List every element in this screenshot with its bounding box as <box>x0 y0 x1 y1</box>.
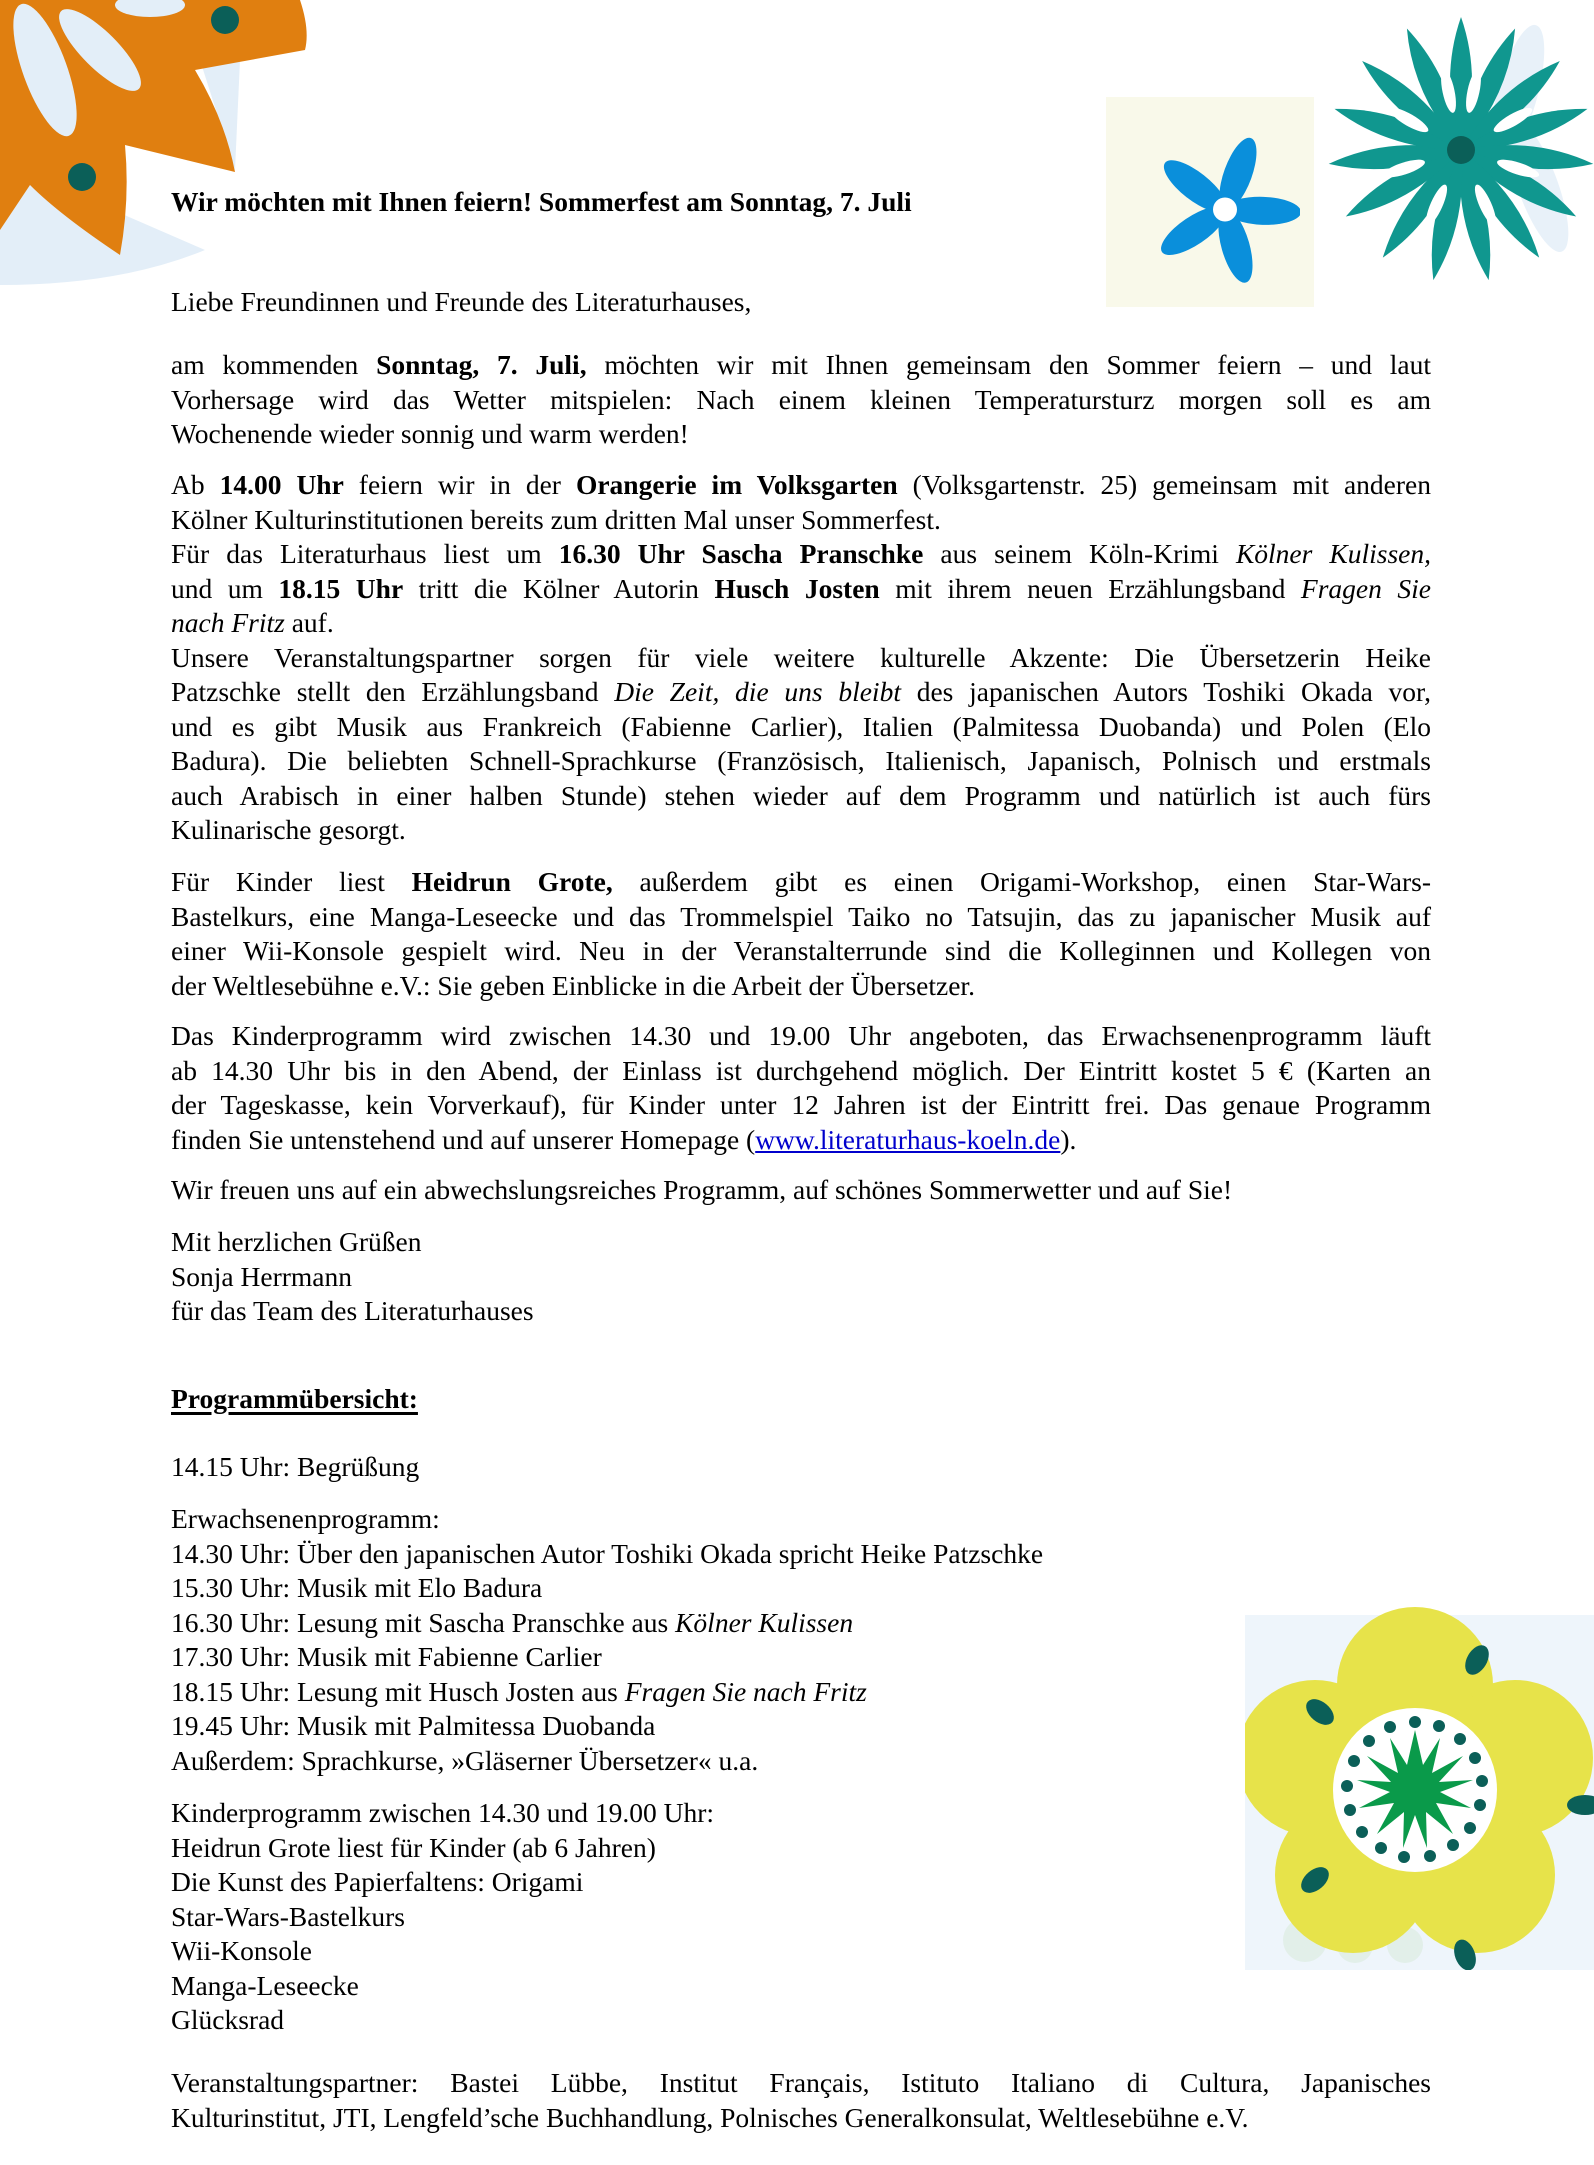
program-item: 19.45 Uhr: Musik mit Palmitessa Duobanda <box>171 1710 656 1741</box>
page-title: Wir möchten mit Ihnen feiern! Sommerfest am Sonntag, 7. Juli <box>171 186 912 217</box>
paragraph-event-details: Ab 14.00 Uhr feiern wir in der Orangerie im Volksgarten (Volksgartenstr. 25) gemeinsam mit anderen Kölner Kulturinstitutionen bereits zum dritten Mal unser Sommerfest. Für das Literaturhaus liest um 16.30 Uhr Sascha Pranschke aus seinem Köln-Krimi Kölner Kulissen, und um 18.15 Uhr tritt die Kölner Autorin Husch Josten mit ihrem neuen Erzählungsband Fragen Sie nach Fritz auf. Unsere Veranstaltungspartner sorgen für viele weitere kulturelle Akzente: Die Übersetzerin Heike Patzschke stellt den Erzählungsband Die Zeit, die uns bleibt des japanischen Autors Toshiki Okada vor, und es gibt Musik aus Frankreich (Fabienne Carlier), Italien (Palmitessa Duobanda) und Polen (Elo Badura). Die beliebten Schnell-Sprachkurse (Französisch, Italienisch, Japanisch, Polnisch und erstmals auch Arabisch in einer halben Stunde) stehen wieder auf dem Programm und natürlich ist auch fürs Kulinarische gesorgt. <box>171 469 1432 845</box>
paragraph-admission: Das Kinderprogramm wird zwischen 14.30 und 19.00 Uhr angeboten, das Erwachsenenprogramm läuft ab 14.30 Uhr bis in den Abend, der Einlass ist durchgehend möglich. Der Eintritt kostet 5 € (Karten an der Tageskasse, kein Vorverkauf), für Kinder unter 12 Jahren ist der Eintritt frei. Das genaue Programm finden Sie untenstehend und auf unserer Homepage (www.literaturhaus-koeln.de). <box>171 1020 1431 1155</box>
program-item: 15.30 Uhr: Musik mit Elo Badura <box>171 1572 543 1603</box>
paragraph-kids: Für Kinder liest Heidrun Grote, außerdem gibt es einen Origami-Workshop, einen Star-Wars- Bastelkurs, eine Manga-Leseecke und das Trommelspiel Taiko no Tatsujin, das zu japanischer Musik auf einer Wii-Konsole gespielt wird. Neu in der Veranstalterrunde sind die Kolleginnen und Kollegen von der Weltlesebühne e.V.: Sie geben Einblicke in die Arbeit der Übersetzer. <box>171 866 1431 1001</box>
program-item: Star-Wars-Bastelkurs <box>171 1900 405 1932</box>
salutation: Liebe Freundinnen und Freunde des Literaturhauses, <box>171 286 752 317</box>
blue-flower-decoration <box>1150 135 1300 290</box>
partners: Veranstaltungspartner: Bastei Lübbe, Institut Français, Istituto Italiano di Cultura, Japanisches Kulturinstitut, JTI, Lengfeld’sche Buchhandlung, Polnisches Generalkonsulat, Weltlesebühne e.V. <box>171 2067 1431 2133</box>
program-item: Heidrun Grote liest für Kinder (ab 6 Jahren) <box>171 1831 656 1863</box>
program-item: 14.30 Uhr: Über den japanischen Autor Toshiki Okada spricht Heike Patzschke <box>171 1537 1044 1569</box>
paragraph-closing-wish: Wir freuen uns auf ein abwechslungsreiches Programm, auf schönes Sommerwetter und auf Sie! <box>171 1174 1233 1205</box>
program-item: Die Kunst des Papierfaltens: Origami <box>171 1866 584 1897</box>
program-item: 16.30 Uhr: Lesung mit Sascha Pranschke aus Kölner Kulissen <box>171 1606 854 1638</box>
program-item: Glücksrad <box>171 2004 285 2035</box>
program-heading: Programmübersicht: <box>171 1383 418 1414</box>
program-item: Wii-Konsole <box>171 1935 312 1966</box>
paragraph-intro: am kommenden Sonntag, 7. Juli, möchten wir mit Ihnen gemeinsam den Sommer feiern – und laut Vorhersage wird das Wetter mitspielen: Nach einem kleinen Temperatursturz morgen soll es am Wochenende wieder sonnig und warm werden! <box>171 349 1432 449</box>
homepage-link[interactable]: www.literaturhaus-koeln.de <box>755 1123 1061 1155</box>
program-item: 17.30 Uhr: Musik mit Fabienne Carlier <box>171 1641 602 1672</box>
teal-flower-decoration <box>1320 5 1594 290</box>
program-item: 18.15 Uhr: Lesung mit Husch Josten aus Fragen Sie nach Fritz <box>171 1675 867 1707</box>
signature-block: Mit herzlichen Grüßen Sonja Herrmann für das Team des Literaturhauses <box>171 1226 534 1326</box>
program-welcome: 14.15 Uhr: Begrüßung <box>171 1451 420 1482</box>
adult-program: Erwachsenenprogramm: 14.30 Uhr: Über den japanischen Autor Toshiki Okada spricht Heike Patzschke 15.30 Uhr: Musik mit Elo Badura 16.30 Uhr: Lesung mit Sascha Pranschke aus Kölner Kulissen 17.30 Uhr: Musik mit Fabienne Carlier 18.15 Uhr: Lesung mit Husch Josten aus Fragen Sie nach Fritz 19.45 Uhr: Musik mit Palmitessa Duobanda Außerdem: Sprachkurse, »Gläserner Übersetzer« u.a. <box>171 1502 1431 1778</box>
program-item: Manga-Leseecke <box>171 1969 359 2001</box>
kids-program: Kinderprogramm zwischen 14.30 und 19.00 Uhr: Heidrun Grote liest für Kinder (ab 6 Jahren) Die Kunst des Papierfaltens: Origami Star-Wars-Bastelkurs Wii-Konsole Manga-Leseecke Glücksrad <box>171 1796 1431 2038</box>
orange-flower-decoration <box>0 0 320 290</box>
